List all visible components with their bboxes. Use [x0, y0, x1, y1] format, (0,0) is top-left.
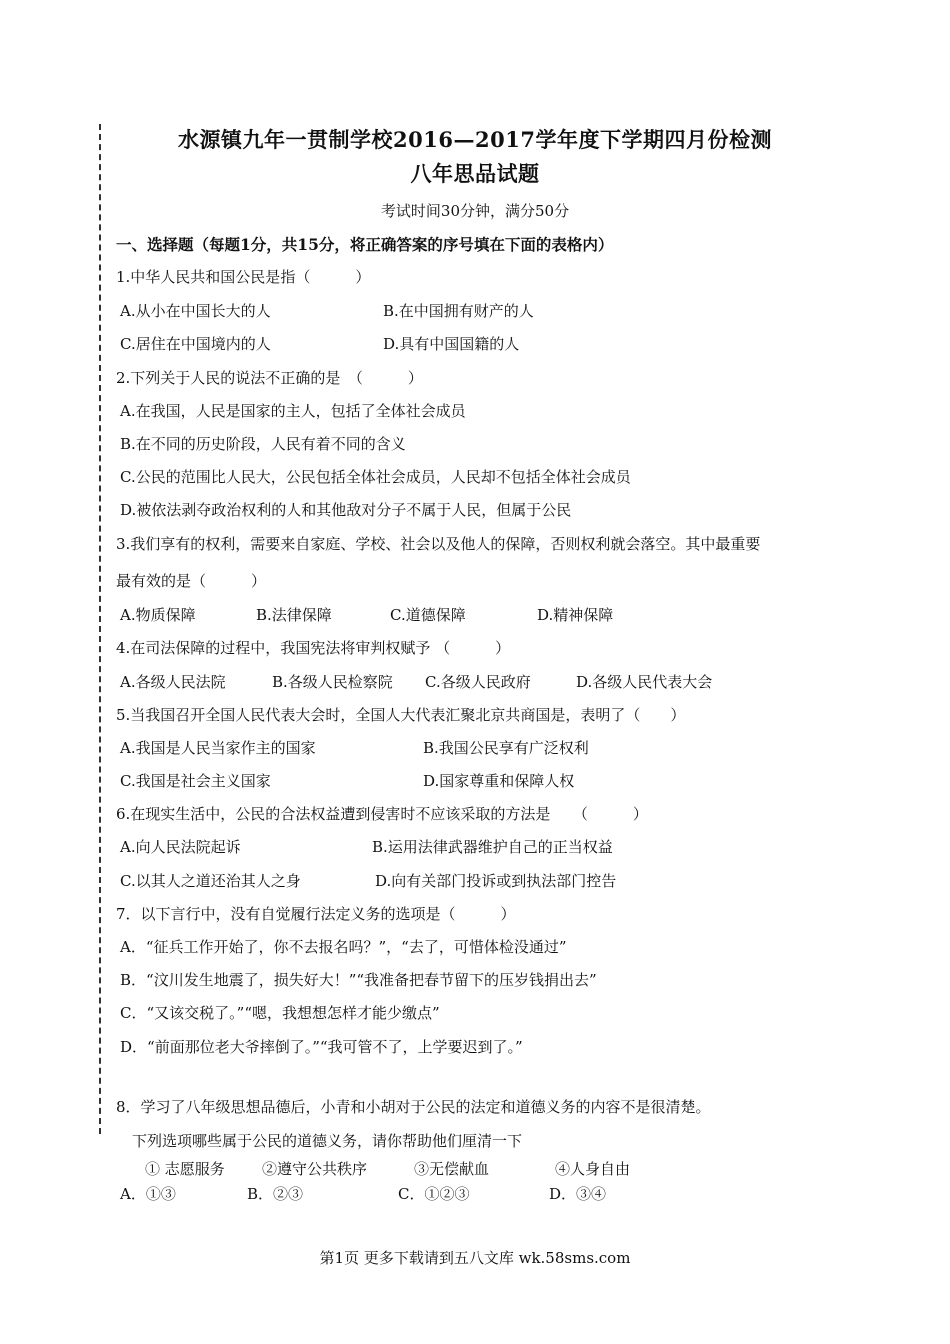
question-8-item-2: ②遵守公共秩序 [262, 1160, 368, 1178]
question-6-option-b: B.运用法律武器维护自己的正当权益 [372, 838, 613, 856]
question-7-option-d: D．“前面那位老大爷摔倒了。”“我可管不了，上学要迟到了。” [120, 1038, 523, 1056]
question-2-stem: 2.下列关于人民的说法不正确的是 （ ） [116, 369, 423, 387]
question-8-item-3: ③无偿献血 [414, 1160, 490, 1178]
question-3-option-c: C.道德保障 [390, 606, 466, 624]
question-7-option-c: C．“又该交税了。”“嗯，我想想怎样才能少缴点” [120, 1004, 440, 1022]
question-5-option-c: C.我国是社会主义国家 [120, 772, 271, 790]
question-7-option-a: A．“征兵工作开始了，你不去报名吗？”，“去了，可惜体检没通过” [120, 938, 567, 956]
question-4-option-a: A.各级人民法院 [120, 673, 226, 691]
question-8-item-4: ④人身自由 [555, 1160, 631, 1178]
exam-info: 考试时间30分钟，满分50分 [380, 202, 570, 220]
exam-title: 水源镇九年一贯制学校2016—2017学年度下学期四月份检测 [178, 127, 772, 152]
question-3-option-b: B.法律保障 [256, 606, 332, 624]
question-5-option-d: D.国家尊重和保障人权 [423, 772, 575, 790]
question-4-option-c: C.各级人民政府 [425, 673, 531, 691]
exam-subtitle: 八年思品试题 [410, 161, 540, 186]
question-8-option-b: B．②③ [247, 1185, 304, 1203]
question-8-item-1: ① 志愿服务 [145, 1160, 225, 1178]
question-3-option-a: A.物质保障 [120, 606, 196, 624]
question-6-stem: 6.在现实生活中，公民的合法权益遭到侵害时不应该采取的方法是 （ ） [116, 805, 648, 823]
question-8-option-d: D．③④ [549, 1185, 607, 1203]
question-3-stem: 3.我们享有的权利，需要来自家庭、学校、社会以及他人的保障，否则权利就会落空。其中最重要 [116, 535, 761, 553]
question-1-option-b: B.在中国拥有财产的人 [383, 302, 534, 320]
binding-dashed-line [99, 124, 101, 1134]
page-footer: 第1页 更多下载请到五八文库 wk.58sms.com [319, 1249, 631, 1267]
question-2-option-a: A.在我国，人民是国家的主人，包括了全体社会成员 [120, 402, 466, 420]
question-8-option-a: A．①③ [120, 1185, 176, 1203]
question-2-option-c: C.公民的范围比人民大，公民包括全体社会成员，人民却不包括全体社会成员 [120, 468, 631, 486]
question-1-option-d: D.具有中国国籍的人 [383, 335, 520, 353]
question-8-stem: 8．学习了八年级思想品德后，小青和小胡对于公民的法定和道德义务的内容不是很清楚。 [116, 1098, 711, 1116]
question-4-option-b: B.各级人民检察院 [272, 673, 393, 691]
question-5-option-b: B.我国公民享有广泛权利 [423, 739, 589, 757]
question-5-option-a: A.我国是人民当家作主的国家 [120, 739, 316, 757]
question-3-option-d: D.精神保障 [537, 606, 614, 624]
question-3-stem-cont: 最有效的是（ ） [116, 572, 267, 590]
question-5-stem: 5.当我国召开全国人民代表大会时，全国人大代表汇聚北京共商国是，表明了（ ） [116, 706, 686, 724]
question-6-option-a: A.向人民法院起诉 [120, 838, 241, 856]
question-6-option-d: D.向有关部门投诉或到执法部门控告 [375, 872, 617, 890]
question-1-option-a: A.从小在中国长大的人 [120, 302, 271, 320]
question-8-option-c: C．①②③ [398, 1185, 470, 1203]
question-1-stem: 1.中华人民共和国公民是指（ ） [116, 268, 371, 286]
question-6-option-c: C.以其人之道还治其人之身 [120, 872, 301, 890]
section-heading: 一、选择题（每题1分，共15分，将正确答案的序号填在下面的表格内） [116, 235, 614, 254]
question-4-option-d: D.各级人民代表大会 [576, 673, 713, 691]
question-2-option-d: D.被依法剥夺政治权利的人和其他敌对分子不属于人民，但属于公民 [120, 501, 572, 519]
question-2-option-b: B.在不同的历史阶段，人民有着不同的含义 [120, 435, 406, 453]
question-1-option-c: C.居住在中国境内的人 [120, 335, 271, 353]
question-4-stem: 4.在司法保障的过程中，我国宪法将审判权赋予 （ ） [116, 639, 511, 657]
question-7-stem: 7．以下言行中，没有自觉履行法定义务的选项是（ ） [116, 905, 516, 923]
question-8-stem-cont: 下列选项哪些属于公民的道德义务，请你帮助他们厘清一下 [132, 1132, 523, 1150]
question-7-option-b: B．“汶川发生地震了，损失好大！”“我准备把春节留下的压岁钱捐出去” [120, 971, 597, 989]
